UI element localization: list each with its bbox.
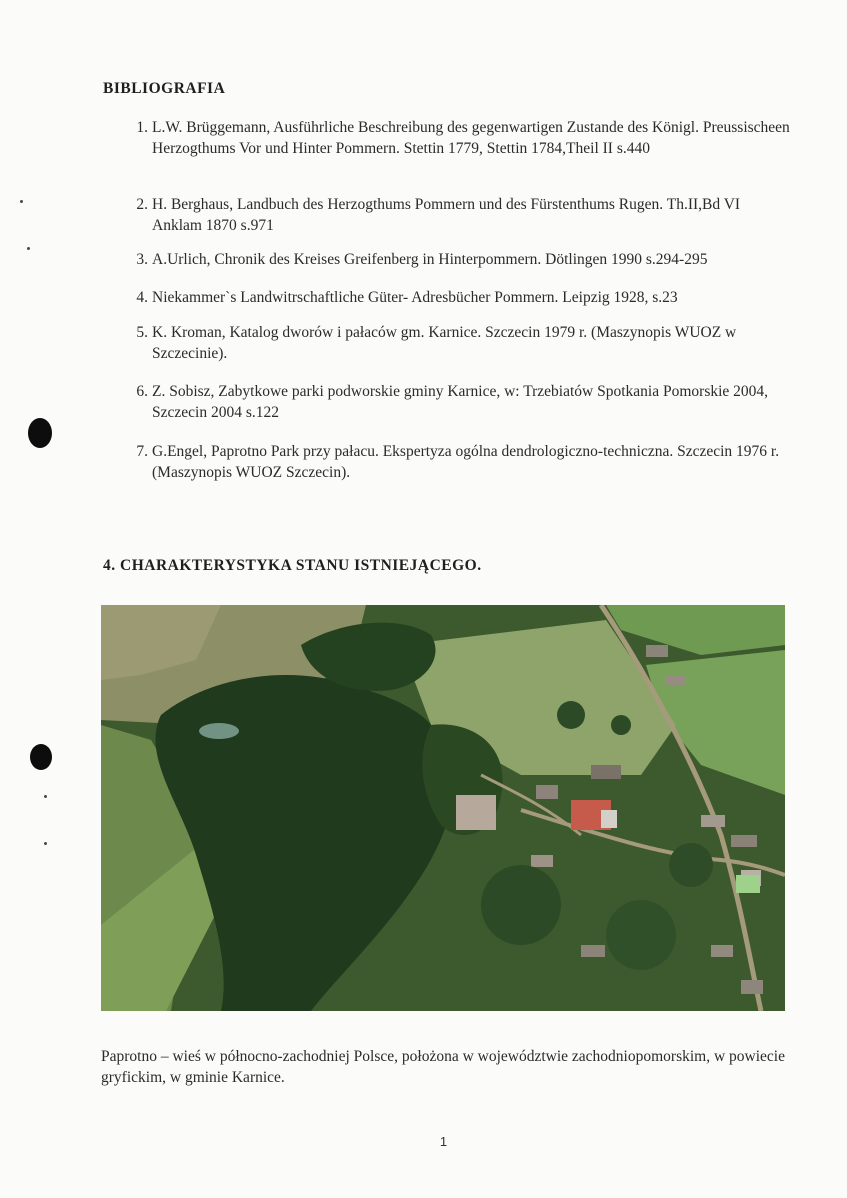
list-item-text: K. Kroman, Katalog dworów i pałaców gm. Karnice. Szczecin 1979 r. (Maszynopis WUOZ w Szczecinie).	[152, 324, 737, 362]
section-heading: 4. CHARAKTERYSTYKA STANU ISTNIEJĄCEGO.	[103, 557, 482, 574]
list-item-number: 6.	[136, 383, 148, 400]
list-item-text: A.Urlich, Chronik des Kreises Greifenberg in Hinterpommern. Dötlingen 1990 s.294-295	[152, 251, 708, 268]
list-item-number: 2.	[136, 196, 148, 213]
list-item-number: 7.	[136, 443, 148, 460]
list-item-text: Niekammer`s Landwitrschaftliche Güter- Adresbücher Pommern. Leipzig 1928, s.23	[152, 289, 678, 306]
punch-hole	[28, 418, 52, 448]
scan-speck	[44, 795, 47, 798]
photo-caption: Paprotno – wieś w północno-zachodniej Polsce, położona w województwie zachodniopomorskim, w powiecie gryfickim, w gminie Karnice.	[101, 1048, 785, 1086]
list-item-number: 1.	[136, 119, 148, 136]
scan-speck	[44, 842, 47, 845]
list-item-text: L.W. Brüggemann, Ausführliche Beschreibung des gegenwartigen Zustande des Königl. Preussischeen Herzogthums Vor und Hinter Pommern. Stettin 1779, Stettin 1784,Theil II s.440	[152, 119, 790, 157]
list-item-text: G.Engel, Paprotno Park przy pałacu. Ekspertyza ogólna dendrologiczno-techniczna. Szczecin 1976 r. (Maszynopis WUOZ Szczecin).	[152, 443, 780, 481]
list-item-number: 4.	[136, 289, 148, 306]
aerial-photo	[101, 605, 785, 1011]
scan-speck	[27, 247, 30, 250]
scan-speck	[20, 200, 23, 203]
punch-hole	[30, 744, 52, 770]
list-item-text: Z. Sobisz, Zabytkowe parki podworskie gminy Karnice, w: Trzebiatów Spotkania Pomorskie 2004, Szczecin 2004 s.122	[152, 383, 769, 421]
list-item-number: 5.	[136, 324, 148, 341]
bibliography-heading: BIBLIOGRAFIA	[103, 80, 226, 97]
page-number: 1	[439, 1134, 448, 1149]
list-item-number: 3.	[136, 251, 148, 268]
list-item-text: H. Berghaus, Landbuch des Herzogthums Pommern und des Fürstenthums Rugen. Th.II,Bd VI Anklam 1870 s.971	[152, 196, 741, 234]
